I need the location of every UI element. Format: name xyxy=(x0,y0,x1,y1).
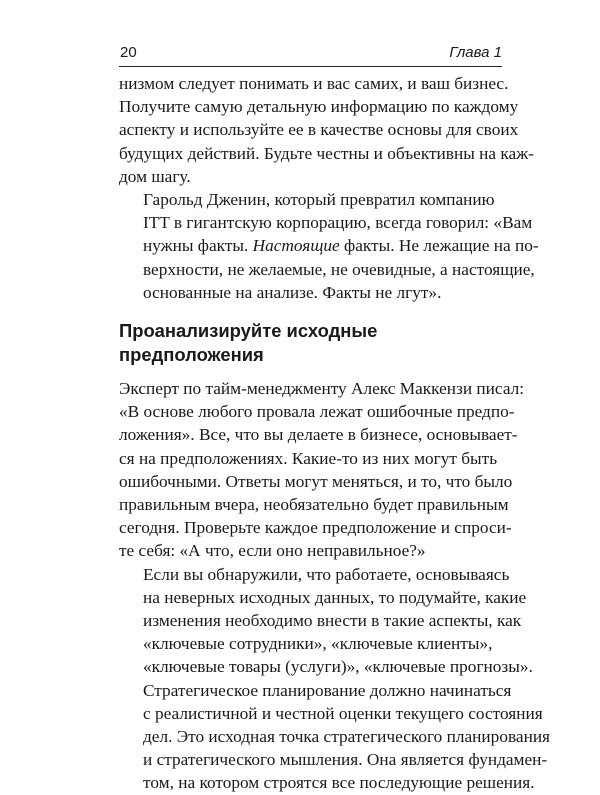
text-line: Стратегическое планирование должно начинаться xyxy=(143,680,512,700)
text-line: те себя: «А что, если оно неправильное?» xyxy=(119,541,426,561)
text-line: правильным вчера, необязательно будет правильным xyxy=(119,495,509,515)
section-heading: Проанализируйте исходные предположения xyxy=(119,320,378,366)
text-line: «ключевые сотрудники», «ключевые клиенты», xyxy=(143,634,493,654)
text-line: Эксперт по тайм-менеджменту Алекс Маккензи писал: xyxy=(119,379,525,399)
text-line: на неверных исходных данных, то подумайте, какие xyxy=(143,587,527,607)
text-line: и стратегического мышления. Она является фундамен- xyxy=(143,750,548,770)
text-line: ся на предположениях. Какие-то из них могут быть xyxy=(119,448,498,468)
text-line: нужны факты. Настоящие факты. Не лежащие на по- xyxy=(143,236,539,256)
text-line: изменения необходимо внести в такие аспекты, как xyxy=(143,611,522,631)
text-line: верхности, не желаемые, не очевидные, а настоящие, xyxy=(143,259,535,279)
page-number: 20 xyxy=(120,44,137,61)
paragraph-1 xyxy=(119,72,534,188)
text-line: основанные на анализе. Факты не лгут». xyxy=(143,282,442,302)
text-line: Если вы обнаружили, что работаете, основываясь xyxy=(143,564,510,584)
emphasis: Настоящие xyxy=(252,236,340,256)
text-line: дом шагу. xyxy=(119,166,191,186)
text-line: ITT в гигантскую корпорацию, всегда говорил: «Вам xyxy=(143,213,533,233)
page-header xyxy=(119,42,502,67)
text-line: «ключевые товары (услуги)», «ключевые прогнозы». xyxy=(143,657,533,677)
chapter-title: Глава 1 xyxy=(449,44,502,61)
text-line: аспекту и используйте ее в качестве основы для своих xyxy=(119,120,519,140)
page-body xyxy=(119,72,551,795)
paragraph-2 xyxy=(119,188,539,304)
text-line: Гарольд Дженин, который превратил компанию xyxy=(143,190,495,210)
text-line: дел. Это исходная точка стратегического планирования xyxy=(143,727,551,747)
paragraph-4 xyxy=(119,563,533,679)
text-line: будущих действий. Будьте честны и объективны на каж- xyxy=(119,143,534,163)
text-line: ошибочными. Ответы могут меняться, и то, что было xyxy=(119,471,513,491)
text-line: с реалистичной и честной оценки текущего состояния xyxy=(143,703,543,723)
text-line: Получите самую детальную информацию по каждому xyxy=(119,97,519,117)
paragraph-5 xyxy=(119,679,551,795)
text-line: «В основе любого провала лежат ошибочные предпо- xyxy=(119,402,515,422)
text-line: том, на котором строятся все последующие решения. xyxy=(143,773,535,793)
text-line: низмом следует понимать и вас самих, и ваш бизнес. xyxy=(119,74,509,93)
text-line: сегодня. Проверьте каждое предположение и спроси- xyxy=(119,518,512,538)
text-line: ложения». Все, что вы делаете в бизнесе, основывает- xyxy=(119,425,518,445)
paragraph-3 xyxy=(119,377,525,563)
